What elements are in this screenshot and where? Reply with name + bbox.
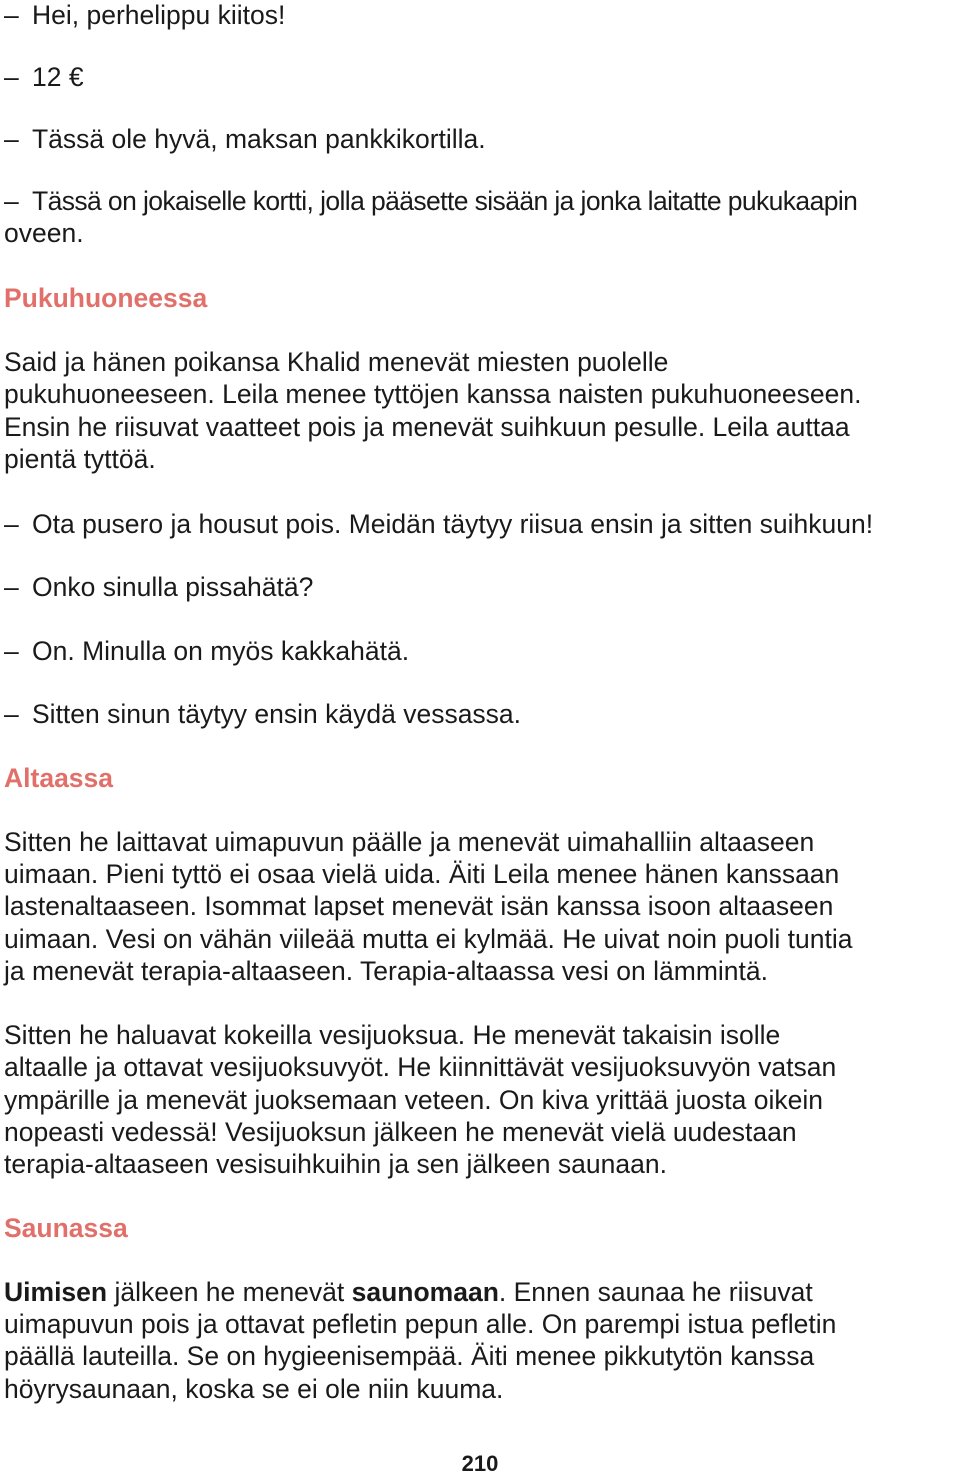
paragraph-line: Said ja hänen poikansa Khalid menevät miesten puolelle — [4, 347, 669, 377]
paragraph-line: Sitten he haluavat kokeilla vesijuoksua. He menevät takaisin isolle — [4, 1020, 781, 1050]
section-heading-saunassa: Saunassa — [4, 1213, 128, 1243]
dialogue-line — [0, 571, 313, 603]
paragraph-line: lastenaltaaseen. Isommat lapset menevät isän kanssa isoon altaaseen — [4, 891, 834, 921]
paragraph-line: ympärille ja menevät juoksemaan veteen. On kiva yrittää juosta oikein — [4, 1085, 823, 1115]
dash-mark: – — [4, 509, 19, 539]
dialogue-text: Ota pusero ja housut pois. Meidän täytyy riisua ensin ja sitten suihkuun! — [32, 509, 874, 539]
bold-term: saunomaan — [351, 1277, 499, 1307]
dash-mark: – — [4, 572, 19, 602]
section-heading-altaassa: Altaassa — [4, 763, 114, 793]
dialogue-text: Hei, perhelippu kiitos! — [32, 0, 286, 30]
dialogue-text: On. Minulla on myös kakkahätä. — [32, 636, 410, 666]
dialogue-line — [0, 123, 486, 155]
page-number: 210 — [461, 1451, 499, 1476]
paragraph-line: altaalle ja ottavat vesijuoksuvyöt. He kiinnittävät vesijuoksuvyön vatsan — [4, 1052, 837, 1082]
dialogue-line — [0, 185, 857, 217]
paragraph-line — [4, 1276, 813, 1308]
dialogue-text: Onko sinulla pissahätä? — [32, 572, 314, 602]
dash-mark: – — [4, 186, 19, 216]
dash-mark: – — [4, 124, 19, 154]
paragraph-text: jälkeen he menevät — [107, 1277, 352, 1307]
dialogue-line — [0, 635, 409, 667]
dash-mark: – — [4, 0, 19, 30]
paragraph-line: Ensin he riisuvat vaatteet pois ja menevät suihkuun pesulle. Leila auttaa — [4, 412, 850, 442]
section-heading-pukuhuoneessa: Pukuhuoneessa — [4, 283, 208, 313]
paragraph-line: uimapuvun pois ja ottavat pefletin pepun alle. On parempi istua pefletin — [4, 1309, 837, 1339]
dialogue-text: 12 € — [32, 62, 84, 92]
paragraph-line: nopeasti vedessä! Vesijuoksun jälkeen he menevät vielä uudestaan — [4, 1117, 797, 1147]
dialogue-text: Tässä on jokaiselle kortti, jolla pääsette sisään ja jonka laitatte pukukaapin — [32, 186, 858, 216]
dash-mark: – — [4, 699, 19, 729]
dialogue-line — [0, 698, 521, 730]
dialogue-text: Tässä ole hyvä, maksan pankkikortilla. — [32, 124, 486, 154]
dialogue-line — [0, 0, 285, 31]
paragraph-line: pukuhuoneeseen. Leila menee tyttöjen kanssa naisten pukuhuoneeseen. — [4, 379, 862, 409]
dialogue-continuation: oveen. — [4, 218, 84, 248]
paragraph-line: höyrysaunaan, koska se ei ole niin kuuma. — [4, 1374, 504, 1404]
paragraph-line: ja menevät terapia-altaaseen. Terapia-altaassa vesi on lämmintä. — [4, 956, 769, 986]
dialogue-text: Sitten sinun täytyy ensin käydä vessassa. — [32, 699, 522, 729]
dash-mark: – — [4, 62, 19, 92]
paragraph-line: pientä tyttöä. — [4, 444, 156, 474]
dash-mark: – — [4, 636, 19, 666]
paragraph-line: päällä lauteilla. Se on hygieenisempää. Äiti menee pikkutytön kanssa — [4, 1341, 815, 1371]
bold-term: Uimisen — [4, 1277, 108, 1307]
paragraph-line: Sitten he laittavat uimapuvun päälle ja menevät uimahalliin altaaseen — [4, 827, 815, 857]
paragraph-text: . Ennen saunaa he riisuvat — [498, 1277, 813, 1307]
dialogue-line — [0, 61, 84, 93]
dialogue-line — [0, 508, 873, 540]
paragraph-line: uimaan. Vesi on vähän viileää mutta ei kylmää. He uivat noin puoli tuntia — [4, 924, 853, 954]
paragraph-line: terapia-altaaseen vesisuihkuihin ja sen jälkeen saunaan. — [4, 1149, 667, 1179]
paragraph-line: uimaan. Pieni tyttö ei osaa vielä uida. Äiti Leila menee hänen kanssaan — [4, 859, 840, 889]
